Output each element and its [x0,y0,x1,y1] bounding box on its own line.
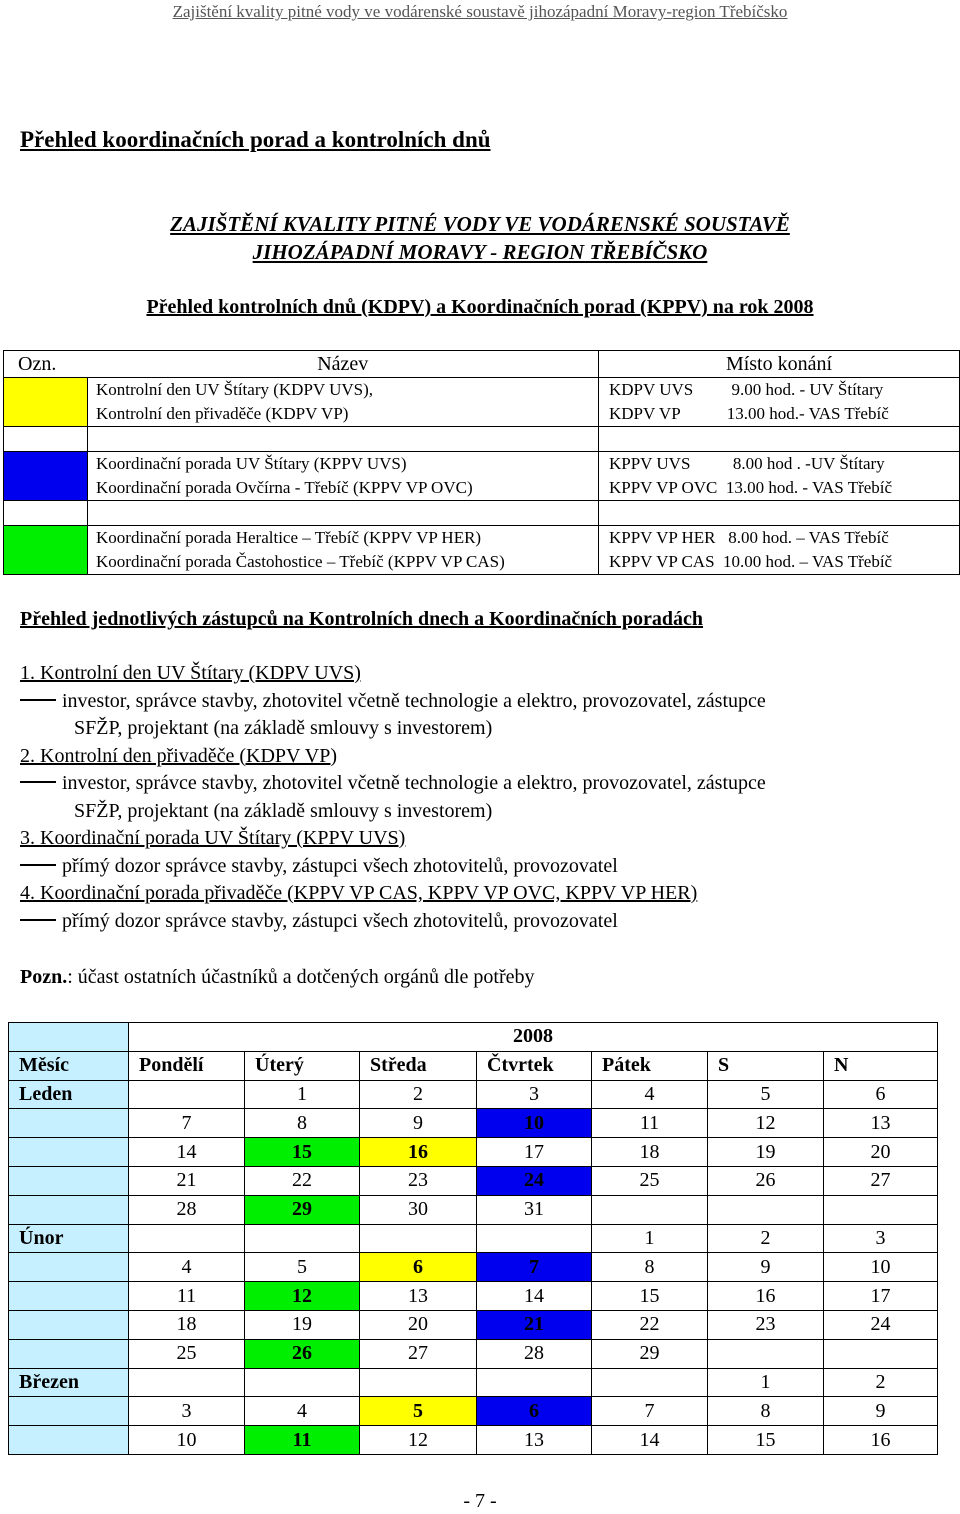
calendar-day-cell: 6 [477,1397,592,1426]
calendar-day-cell: 11 [592,1109,708,1138]
calendar-header-1: Pondělí [129,1051,245,1080]
calendar-day-cell: 28 [477,1339,592,1368]
calendar-row [9,1310,938,1339]
running-header: Zajištění kvality pitné vody ve vodárenské soustavě jihozápadní Moravy-region Třebíčsko [172,2,788,21]
legend-header-nazev: Název [88,351,599,378]
calendar-day-cell [129,1080,245,1109]
calendar-day-cell: 13 [824,1109,938,1138]
subtitle-line-3: Přehled kontrolních dnů (KDPV) a Koordinačních porad (KPPV) na rok 2008 [146,296,814,318]
calendar-day-cell: 8 [245,1109,360,1138]
calendar-day-cell: 20 [360,1310,477,1339]
calendar-month-cell [9,1166,129,1195]
calendar-row [9,1138,938,1167]
calendar-day-cell: 19 [245,1310,360,1339]
legend-row-yellow [4,378,960,427]
calendar-header-row [9,1051,938,1080]
calendar-header-4: Čtvrtek [477,1051,592,1080]
calendar-day-cell [824,1339,938,1368]
calendar-day-cell: 14 [592,1426,708,1455]
calendar-row [9,1253,938,1282]
page-title: Přehled koordinačních porad a kontrolních dnů [20,127,491,152]
calendar-day-cell: 10 [129,1426,245,1455]
calendar-day-cell: 12 [708,1109,824,1138]
calendar-day-cell: 21 [129,1166,245,1195]
calendar-month-cell [9,1426,129,1455]
list-item-heading: 2. Kontrolní den přivaděče (KDPV VP) [20,744,337,767]
subtitle-line-1: ZAJIŠTĚNÍ KVALITY PITNÉ VODY VE VODÁRENSKÉ SOUSTAVĚ [170,212,790,236]
calendar-day-cell: 5 [360,1397,477,1426]
calendar-year: 2008 [129,1023,938,1052]
calendar-day-cell [477,1224,592,1253]
calendar-day-cell: 29 [245,1195,360,1224]
dash-bullet [20,864,56,866]
calendar-day-cell: 2 [360,1080,477,1109]
list-item-heading: 1. Kontrolní den UV Štítary (KDPV UVS) [20,662,361,684]
calendar-day-cell [129,1368,245,1397]
calendar-day-cell: 4 [245,1397,360,1426]
calendar-day-cell: 22 [245,1166,360,1195]
calendar-row [9,1109,938,1138]
calendar-day-cell: 13 [360,1282,477,1311]
legend-swatch-yellow [4,378,88,427]
legend-header-row [4,351,960,378]
calendar-day-cell: 17 [477,1138,592,1167]
legend-header-misto: Místo konání [599,351,960,378]
calendar-day-cell: 11 [129,1282,245,1311]
list-item-heading: 4. Koordinační porada přivaděče (KPPV VP CAS, KPPV VP OVC, KPPV VP HER) [20,882,698,904]
legend-place-cell: KDPV UVS 9.00 hod. - UV Štítary KDPV VP 13.00 hod.- VAS Třebíč [599,378,960,427]
calendar-month-cell [9,1397,129,1426]
calendar-day-cell [708,1339,824,1368]
calendar-day-cell [592,1368,708,1397]
legend-name-cell: Koordinační porada UV Štítary (KPPV UVS) Koordinační porada Ovčírna - Třebíč (KPPV VP OVC) [88,452,599,501]
calendar-day-cell: 22 [592,1310,708,1339]
dash-bullet [20,699,56,701]
list-item: 2. Kontrolní den přivaděče (KDPV VP) investor, správce stavby, zhotovitel včetně technologie a elektro, provozovatel, zástupce SFŽP, projektant (na základě smlouvy s investorem) [20,743,940,826]
calendar-day-cell: 23 [360,1166,477,1195]
calendar-day-cell: 6 [360,1253,477,1282]
calendar-day-cell: 9 [360,1109,477,1138]
legend-spacer-row [4,501,960,526]
calendar-day-cell: 10 [824,1253,938,1282]
legend-header-ozn: Ozn. [4,351,88,378]
list-item: 1. Kontrolní den UV Štítary (KDPV UVS) investor, správce stavby, zhotovitel včetně technologie a elektro, provozovatel, zástupce SFŽP, projektant (na základě smlouvy s investorem) [20,660,940,743]
calendar-day-cell [708,1195,824,1224]
calendar-day-cell: 2 [824,1368,938,1397]
list-item-heading: 3. Koordinační porada UV Štítary (KPPV UVS) [20,827,406,849]
legend-swatch-green [4,526,88,575]
legend-spacer-row [4,427,960,452]
calendar-day-cell: 20 [824,1138,938,1167]
calendar-row [9,1397,938,1426]
calendar-day-cell: 26 [708,1166,824,1195]
calendar-day-cell: 7 [477,1253,592,1282]
calendar-day-cell: 16 [708,1282,824,1311]
calendar-day-cell: 12 [360,1426,477,1455]
calendar-row [9,1166,938,1195]
calendar-day-cell: 7 [592,1397,708,1426]
calendar-day-cell: 27 [360,1339,477,1368]
legend-swatch-blue [4,452,88,501]
calendar-day-cell: 9 [708,1253,824,1282]
calendar-month-cell [9,1253,129,1282]
calendar-header-2: Úterý [245,1051,360,1080]
calendar-month-cell [9,1282,129,1311]
calendar-row [9,1282,938,1311]
note: Pozn.: účast ostatních účastníků a dotčených orgánů dle potřeby [20,966,535,988]
calendar-day-cell: 21 [477,1310,592,1339]
representatives-list [20,660,940,935]
calendar-month-cell [9,1339,129,1368]
calendar-day-cell [245,1224,360,1253]
calendar-day-cell: 15 [245,1138,360,1167]
calendar-day-cell: 27 [824,1166,938,1195]
calendar-day-cell: 25 [129,1339,245,1368]
subtitle-line-2: JIHOZÁPADNÍ MORAVY - REGION TŘEBÍČSKO [252,240,708,264]
calendar-day-cell: 3 [129,1397,245,1426]
calendar-day-cell [129,1224,245,1253]
calendar-header-3: Středa [360,1051,477,1080]
calendar-day-cell: 18 [592,1138,708,1167]
calendar-day-cell: 12 [245,1282,360,1311]
calendar-day-cell: 18 [129,1310,245,1339]
calendar-header-5: Pátek [592,1051,708,1080]
calendar-day-cell: 1 [592,1224,708,1253]
calendar-row [9,1426,938,1455]
calendar-day-cell: 8 [708,1397,824,1426]
list-item: 3. Koordinační porada UV Štítary (KPPV UVS) přímý dozor správce stavby, zástupci všech zhotovitelů, provozovatel [20,825,940,880]
calendar-day-cell: 7 [129,1109,245,1138]
calendar-day-cell: 25 [592,1166,708,1195]
calendar-day-cell: 14 [477,1282,592,1311]
calendar-day-cell: 28 [129,1195,245,1224]
calendar-row [9,1224,938,1253]
calendar-day-cell: 5 [245,1253,360,1282]
calendar-row [9,1195,938,1224]
calendar-day-cell: 26 [245,1339,360,1368]
dash-bullet [20,919,56,921]
calendar-month-cell [9,1138,129,1167]
calendar-day-cell: 4 [129,1253,245,1282]
legend-table [3,350,960,575]
calendar-day-cell: 3 [824,1224,938,1253]
calendar-day-cell: 11 [245,1426,360,1455]
calendar-month-cell: Leden [9,1080,129,1109]
calendar-day-cell: 15 [708,1426,824,1455]
calendar-day-cell: 6 [824,1080,938,1109]
section-title: Přehled jednotlivých zástupců na Kontrolních dnech a Koordinačních poradách [20,608,704,630]
calendar-day-cell: 13 [477,1426,592,1455]
calendar-day-cell: 23 [708,1310,824,1339]
legend-row-green [4,526,960,575]
calendar-day-cell: 30 [360,1195,477,1224]
calendar-year-row [9,1023,938,1052]
calendar-day-cell: 1 [708,1368,824,1397]
calendar-month-cell [9,1109,129,1138]
calendar-day-cell: 19 [708,1138,824,1167]
calendar-day-cell: 24 [477,1166,592,1195]
legend-place-cell: KPPV VP HER 8.00 hod. – VAS Třebíč KPPV VP CAS 10.00 hod. – VAS Třebíč [599,526,960,575]
calendar-row [9,1080,938,1109]
page-number: - 7 - [463,1490,497,1512]
calendar-day-cell: 15 [592,1282,708,1311]
calendar-month-cell: Únor [9,1224,129,1253]
calendar-year-month-cell [9,1023,129,1052]
calendar-day-cell: 24 [824,1310,938,1339]
calendar-day-cell: 31 [477,1195,592,1224]
calendar-day-cell: 16 [824,1426,938,1455]
calendar-day-cell: 10 [477,1109,592,1138]
calendar-day-cell: 2 [708,1224,824,1253]
calendar-day-cell [360,1368,477,1397]
calendar-day-cell: 3 [477,1080,592,1109]
calendar-header-6: S [708,1051,824,1080]
calendar-day-cell [360,1224,477,1253]
legend-name-cell: Koordinační porada Heraltice – Třebíč (KPPV VP HER) Koordinační porada Častohostice – Třebíč (KPPV VP CAS) [88,526,599,575]
calendar-day-cell: 1 [245,1080,360,1109]
calendar-day-cell [592,1195,708,1224]
calendar-row [9,1368,938,1397]
calendar-day-cell: 29 [592,1339,708,1368]
calendar-month-cell [9,1310,129,1339]
calendar-day-cell [245,1368,360,1397]
calendar-day-cell: 17 [824,1282,938,1311]
calendar-day-cell [477,1368,592,1397]
calendar-header-7: N [824,1051,938,1080]
calendar-header-0: Měsíc [9,1051,129,1080]
list-item: 4. Koordinační porada přivaděče (KPPV VP CAS, KPPV VP OVC, KPPV VP HER) přímý dozor správce stavby, zástupci všech zhotovitelů, provozovatel [20,880,940,935]
calendar-day-cell: 14 [129,1138,245,1167]
calendar-day-cell: 8 [592,1253,708,1282]
calendar-row [9,1339,938,1368]
calendar-day-cell [824,1195,938,1224]
calendar-day-cell: 9 [824,1397,938,1426]
legend-place-cell: KPPV UVS 8.00 hod . -UV Štítary KPPV VP OVC 13.00 hod. - VAS Třebíč [599,452,960,501]
calendar-month-cell: Březen [9,1368,129,1397]
calendar-day-cell: 5 [708,1080,824,1109]
dash-bullet [20,781,56,783]
calendar-table [8,1022,938,1455]
legend-name-cell: Kontrolní den UV Štítary (KDPV UVS), Kontrolní den přivaděče (KDPV VP) [88,378,599,427]
legend-row-blue [4,452,960,501]
calendar-day-cell: 4 [592,1080,708,1109]
calendar-month-cell [9,1195,129,1224]
calendar-day-cell: 16 [360,1138,477,1167]
